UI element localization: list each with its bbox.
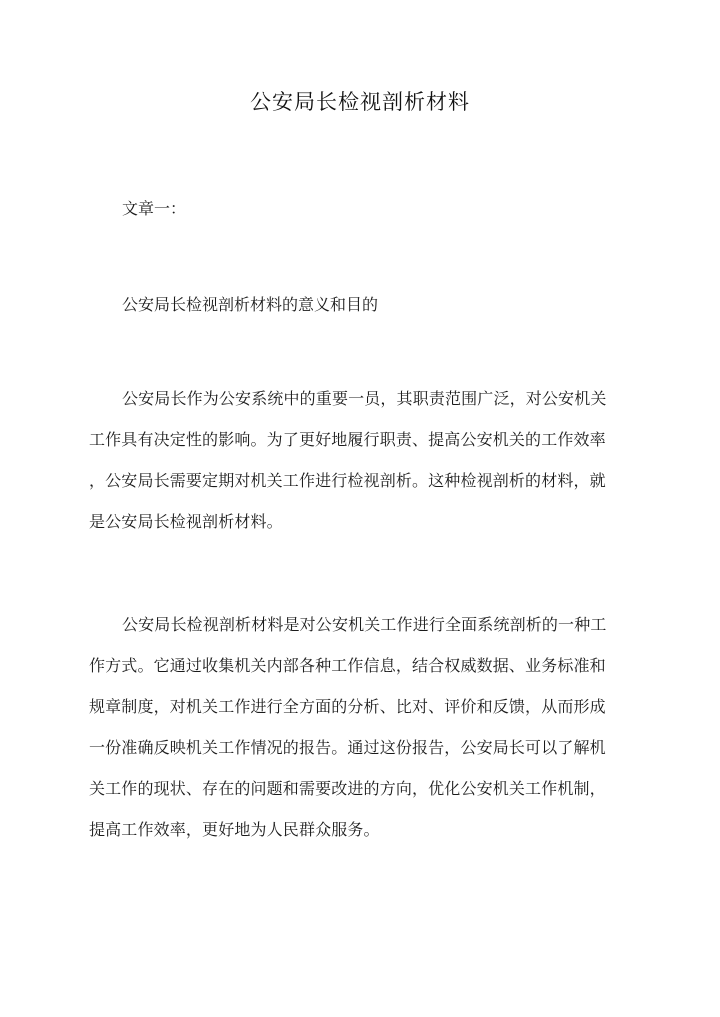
paragraph-line: 提高工作效率，更好地为人民群众服务。: [89, 820, 380, 839]
paragraph-1: [89, 386, 634, 550]
paragraph-line: 关工作的现状、存在的问题和需要改进的方向，优化公安机关工作机制，: [89, 779, 606, 798]
paragraph-line: 是公安局长检视剖析材料。: [89, 512, 283, 531]
section-heading: 公安局长检视剖析材料的意义和目的: [122, 295, 379, 314]
section-label: 文章一：: [122, 199, 187, 218]
document-title: 公安局长检视剖析材料: [250, 90, 470, 114]
paragraph-line: 一份准确反映机关工作情况的报告。通过这份报告，公安局长可以了解机: [89, 738, 606, 757]
paragraph-line: 作方式。它通过收集机关内部各种工作信息，结合权威数据、业务标准和: [89, 656, 606, 675]
paragraph-line: 公安局长作为公安系统中的重要一员，其职责范围广泛，对公安机关: [122, 389, 607, 408]
paragraph-line: 公安局长检视剖析材料是对公安机关工作进行全面系统剖析的一种工: [122, 615, 607, 634]
paragraph-line: 工作具有决定性的影响。为了更好地履行职责、提高公安机关的工作效率: [89, 430, 606, 449]
paragraph-2: [89, 612, 634, 858]
paragraph-line: ，公安局长需要定期对机关工作进行检视剖析。这种检视剖析的材料，就: [89, 471, 606, 490]
paragraph-line: 规章制度，对机关工作进行全方面的分析、比对、评价和反馈，从而形成: [89, 697, 606, 716]
